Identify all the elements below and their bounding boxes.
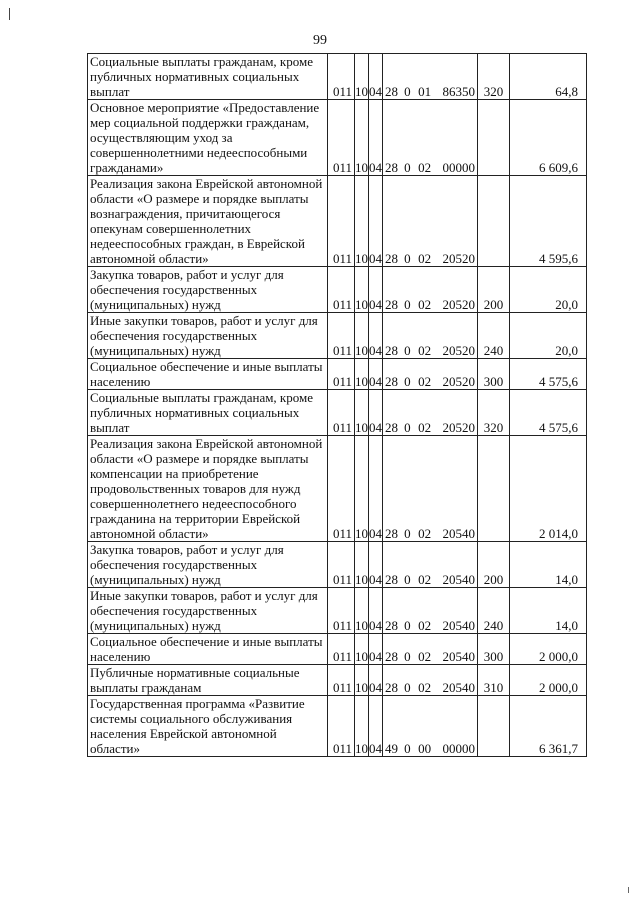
target-article-code [383,588,478,634]
csr-event: 02 [418,160,432,175]
grbs-code: 011 [328,542,355,588]
csr-event: 02 [418,572,432,587]
expense-name: Социальные выплаты гражданам, кроме публичных нормативных социальных выплат [88,54,328,100]
csr-direction: 20520 [442,374,475,389]
table-row [88,634,587,665]
csr-program: 28 [385,343,398,358]
csr-direction: 20520 [442,251,475,266]
grbs-code: 011 [328,313,355,359]
subsection-code: 04 [369,542,383,588]
grbs-code: 011 [328,634,355,665]
target-article-code [383,390,478,436]
csr-direction: 00000 [442,160,475,175]
csr-program: 28 [385,160,398,175]
expense-type-code: 240 [478,588,510,634]
csr-subprogram: 0 [404,649,411,664]
expense-name: Иные закупки товаров, работ и услуг для обеспечения государственных (муниципальных) нужд [88,588,328,634]
csr-direction: 86350 [442,84,475,99]
expense-name: Реализация закона Еврейской автономной области «О размере и порядке выплаты вознаграждения, причитающегося опекунам совершеннолетних недееспособных граждан, в Еврейской автономной области» [88,176,328,267]
csr-program: 28 [385,374,398,389]
csr-event: 02 [418,420,432,435]
section-code: 10 [355,390,369,436]
expense-name: Государственная программа «Развитие системы социального обслуживания населения Еврейской автономной области» [88,696,328,757]
scan-edge-mark [9,8,10,20]
csr-direction: 20540 [442,526,475,541]
target-article-code [383,436,478,542]
amount: 20,0 [510,313,587,359]
expense-type-code [478,696,510,757]
target-article-code [383,359,478,390]
expense-name: Реализация закона Еврейской автономной области «О размере и порядке выплаты компенсации на приобретение продовольственных товаров для нужд совершеннолетнего недееспособного гражданина на территории Еврейской автономной области» [88,436,328,542]
csr-event: 02 [418,526,432,541]
section-code: 10 [355,696,369,757]
expense-type-code: 320 [478,54,510,100]
csr-subprogram: 0 [404,420,411,435]
subsection-code: 04 [369,588,383,634]
table-row [88,542,587,588]
expense-type-code: 240 [478,313,510,359]
csr-subprogram: 0 [404,84,411,99]
scan-edge-mark-bottom [628,887,629,893]
grbs-code: 011 [328,436,355,542]
section-code: 10 [355,542,369,588]
expense-type-code: 200 [478,267,510,313]
table-row [88,696,587,757]
subsection-code: 04 [369,665,383,696]
subsection-code: 04 [369,313,383,359]
expense-name: Иные закупки товаров, работ и услуг для обеспечения государственных (муниципальных) нужд [88,313,328,359]
csr-subprogram: 0 [404,741,411,756]
csr-subprogram: 0 [404,251,411,266]
budget-table [87,53,587,757]
expense-type-code: 200 [478,542,510,588]
expense-type-code: 310 [478,665,510,696]
expense-type-code [478,100,510,176]
section-code: 10 [355,634,369,665]
subsection-code: 04 [369,390,383,436]
csr-direction: 20540 [442,618,475,633]
csr-subprogram: 0 [404,343,411,358]
expense-name: Публичные нормативные социальные выплаты гражданам [88,665,328,696]
csr-program: 28 [385,649,398,664]
csr-subprogram: 0 [404,297,411,312]
csr-program: 28 [385,526,398,541]
target-article-code [383,542,478,588]
expense-type-code [478,436,510,542]
table-row [88,313,587,359]
grbs-code: 011 [328,665,355,696]
csr-event: 00 [418,741,432,756]
csr-program: 28 [385,297,398,312]
section-code: 10 [355,54,369,100]
amount: 6 609,6 [510,100,587,176]
amount: 64,8 [510,54,587,100]
csr-direction: 00000 [442,741,475,756]
amount: 2 000,0 [510,665,587,696]
grbs-code: 011 [328,390,355,436]
section-code: 10 [355,665,369,696]
csr-program: 28 [385,572,398,587]
amount: 4 575,6 [510,359,587,390]
grbs-code: 011 [328,267,355,313]
table-row [88,267,587,313]
target-article-code [383,176,478,267]
grbs-code: 011 [328,359,355,390]
table-row [88,588,587,634]
grbs-code: 011 [328,696,355,757]
amount: 20,0 [510,267,587,313]
table-row [88,359,587,390]
table-row [88,54,587,100]
grbs-code: 011 [328,54,355,100]
expense-name: Социальное обеспечение и иные выплаты населению [88,359,328,390]
amount: 4 575,6 [510,390,587,436]
csr-subprogram: 0 [404,680,411,695]
section-code: 10 [355,100,369,176]
target-article-code [383,696,478,757]
csr-program: 28 [385,680,398,695]
budget-table-body [88,54,587,757]
csr-direction: 20540 [442,572,475,587]
table-row [88,390,587,436]
csr-subprogram: 0 [404,618,411,633]
csr-subprogram: 0 [404,526,411,541]
expense-name: Закупка товаров, работ и услуг для обеспечения государственных (муниципальных) нужд [88,267,328,313]
csr-event: 02 [418,649,432,664]
table-row [88,100,587,176]
subsection-code: 04 [369,436,383,542]
expense-name: Социальное обеспечение и иные выплаты населению [88,634,328,665]
section-code: 10 [355,176,369,267]
target-article-code [383,54,478,100]
target-article-code [383,634,478,665]
target-article-code [383,313,478,359]
expense-type-code: 320 [478,390,510,436]
section-code: 10 [355,359,369,390]
csr-direction: 20520 [442,297,475,312]
target-article-code [383,267,478,313]
subsection-code: 04 [369,696,383,757]
amount: 4 595,6 [510,176,587,267]
expense-name: Закупка товаров, работ и услуг для обеспечения государственных (муниципальных) нужд [88,542,328,588]
subsection-code: 04 [369,267,383,313]
table-row [88,665,587,696]
subsection-code: 04 [369,100,383,176]
subsection-code: 04 [369,176,383,267]
amount: 2 014,0 [510,436,587,542]
csr-event: 02 [418,297,432,312]
subsection-code: 04 [369,634,383,665]
csr-direction: 20520 [442,343,475,358]
expense-type-code: 300 [478,359,510,390]
grbs-code: 011 [328,176,355,267]
section-code: 10 [355,588,369,634]
table-row [88,436,587,542]
csr-event: 01 [418,84,432,99]
csr-program: 28 [385,251,398,266]
page-number: 99 [313,33,327,48]
csr-subprogram: 0 [404,160,411,175]
csr-program: 28 [385,84,398,99]
grbs-code: 011 [328,100,355,176]
csr-program: 49 [385,741,398,756]
target-article-code [383,665,478,696]
expense-type-code [478,176,510,267]
expense-name: Основное мероприятие «Предоставление мер социальной поддержки гражданам, осуществляющим уход за совершеннолетними недееспособными гражданами» [88,100,328,176]
csr-direction: 20520 [442,420,475,435]
expense-type-code: 300 [478,634,510,665]
target-article-code [383,100,478,176]
amount: 14,0 [510,542,587,588]
csr-event: 02 [418,343,432,358]
csr-direction: 20540 [442,680,475,695]
csr-event: 02 [418,680,432,695]
csr-event: 02 [418,251,432,266]
amount: 14,0 [510,588,587,634]
csr-subprogram: 0 [404,374,411,389]
csr-program: 28 [385,618,398,633]
csr-subprogram: 0 [404,572,411,587]
subsection-code: 04 [369,359,383,390]
section-code: 10 [355,267,369,313]
csr-event: 02 [418,618,432,633]
section-code: 10 [355,313,369,359]
amount: 2 000,0 [510,634,587,665]
grbs-code: 011 [328,588,355,634]
subsection-code: 04 [369,54,383,100]
csr-program: 28 [385,420,398,435]
expense-name: Социальные выплаты гражданам, кроме публичных нормативных социальных выплат [88,390,328,436]
amount: 6 361,7 [510,696,587,757]
table-row [88,176,587,267]
section-code: 10 [355,436,369,542]
csr-event: 02 [418,374,432,389]
csr-direction: 20540 [442,649,475,664]
